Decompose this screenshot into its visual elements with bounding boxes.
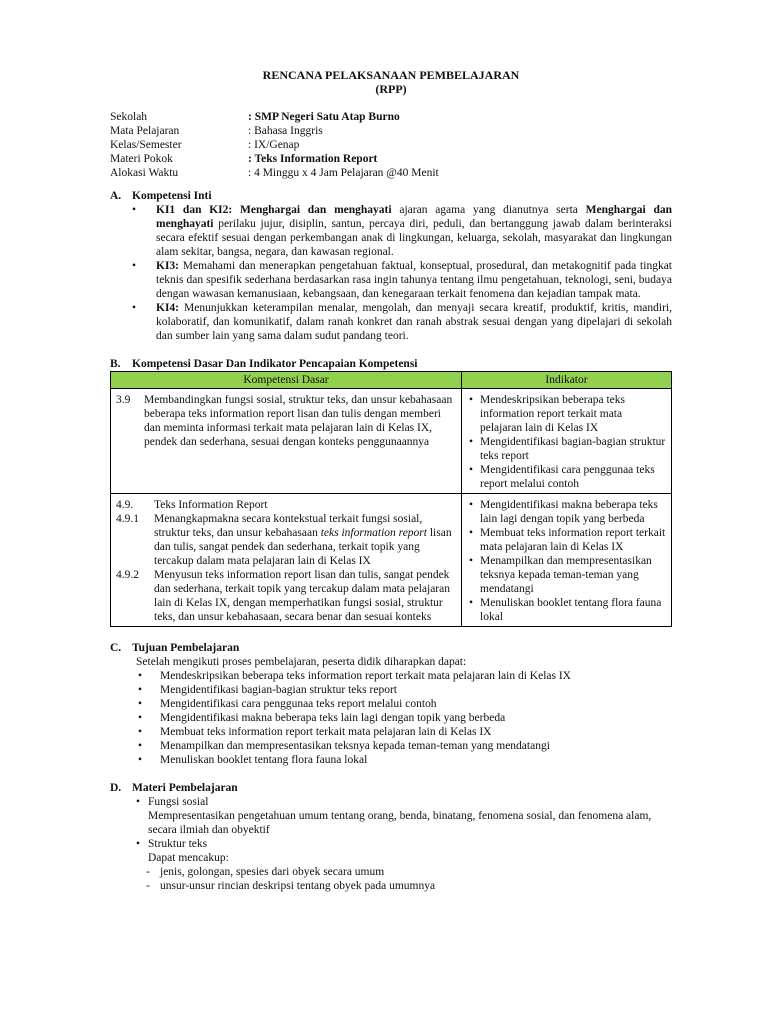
identity-block: [110, 110, 672, 180]
list-item: - jenis, golongan, spesies dari obyek secara umum: [146, 866, 385, 878]
section-heading: A. Kompetensi Inti: [110, 190, 212, 202]
list-item: • Mengidentifikasi makna beberapa teks lain lagi dengan topik yang berbeda: [138, 712, 506, 724]
table-row: 4.9. Teks Information Report 4.9.1 Menangkapmakna secara kontekstual terkait fungsi sosial, struktur teks, dan unsur kebahasaan teks information report lisan dan tulis, sangat pendek dan sederhana, terkait topik yang tercakup dalam mata pelajaran lain di Kelas IX 4.9.2 Menyusun teks information report lisan dan tulis, sangat pendek dan sederhana, terkait topik yang tercakup dalam mata pelajaran lain di Kelas IX, dengan memperhatikan fungsi sosial, struktur teks, dan unsur kebahasaan, secara benar dan sesuai konteks • Mengidentifikasi makna beberapa teks lain lagi dengan topik yang berbeda • Membuat teks information report terkait mata pelajaran lain di Kelas IX • Menampilkan dan mempresentasikan teksnya kepada teman-teman yang mendatangi • Menuliskan booklet tentang flora fauna lokal: [111, 494, 672, 627]
list-item: • Mengidentifikasi cara penggunaa teks report melalui contoh: [138, 698, 437, 710]
indicator-item: • Menuliskan booklet tentang flora fauna lokal: [467, 596, 666, 624]
table-header-kd: Kompetensi Dasar: [111, 372, 462, 389]
indicator-item: • Mengidentifikasi makna beberapa teks lain lagi dengan topik yang berbeda: [467, 498, 666, 526]
list-item: • Mendeskripsikan beberapa teks information report terkait mata pelajaran lain di Kelas IX: [138, 670, 571, 682]
ki-item: • KI4: Menunjukkan keterampilan menalar, mengolah, dan menyaji secara kreatif, produktif, kritis, mandiri, kolaboratif, dan komunikatif, dalam ranah konkret dan ranah abstrak sesuai dengan yang dipelajari di sekolah dan sumber lain yang sama dalam sudut pandang teori.: [132, 302, 672, 342]
kd-table: [110, 371, 672, 627]
identity-row-school: [110, 110, 672, 124]
section-heading: D. Materi Pembelajaran: [110, 782, 238, 794]
section-heading: C. Tujuan Pembelajaran: [110, 642, 240, 654]
identity-value: : SMP Negeri Satu Atap Burno: [248, 111, 400, 123]
indicator-item: • Menampilkan dan mempresentasikan teksnya kepada teman-teman yang mendatangi: [467, 554, 666, 596]
list-item: • Struktur teks: [136, 838, 208, 850]
document-title: [110, 68, 672, 96]
indicator-item: • Mengidentifikasi cara penggunaa teks report melalui contoh: [467, 463, 666, 491]
list-item: • Mengidentifikasi bagian-bagian struktur teks report: [138, 684, 397, 696]
identity-value: : Teks Information Report: [248, 153, 378, 165]
title-line-1: RENCANA PELAKSANAAN PEMBELAJARAN: [262, 68, 520, 82]
tujuan-intro: Setelah mengikuti proses pembelajaran, peserta didik diharapkan dapat:: [136, 656, 467, 668]
table-row: 3.9 Membandingkan fungsi sosial, struktur teks, dan unsur kebahasaan beberapa teks information report lisan dan tulis dengan memberi dan meminta informasi terkait mata pelajaran lain di Kelas IX, pendek dan sederhana, sesuai dengan konteks penggunaannya • Mendeskripsikan beberapa teks information report terkait mata pelajaran lain di Kelas IX • Mengidentifikasi bagian-bagian struktur teks report • Mengidentifikasi cara penggunaa teks report melalui contoh: [111, 389, 672, 494]
materi-text: Mempresentasikan pengetahuan umum tentang orang, benda, binatang, fenomena sosial, dan fenomena alam, secara ilmiah dan obyektif: [148, 810, 652, 836]
identity-label: Materi Pokok: [110, 153, 173, 165]
identity-label: Kelas/Semester: [110, 139, 182, 151]
table-header-indikator: Indikator: [462, 372, 672, 389]
section-materi: [110, 781, 672, 893]
list-item: • Menampilkan dan mempresentasikan teksnya kepada teman-teman yang mendatangi: [138, 740, 550, 752]
section-kompetensi-dasar: [110, 357, 672, 627]
section-tujuan: [110, 641, 672, 767]
indicator-item: • Membuat teks information report terkait mata pelajaran lain di Kelas IX: [467, 526, 666, 554]
kd-text: Teks Information Report: [154, 499, 268, 511]
materi-text: Dapat mencakup:: [148, 852, 229, 864]
list-item: • Membuat teks information report terkait mata pelajaran lain di Kelas IX: [138, 726, 492, 738]
identity-value: : Bahasa Inggris: [248, 125, 323, 137]
list-item: - unsur-unsur rincian deskripsi tentang obyek pada umumnya: [146, 880, 436, 892]
kd-text: Menangkapmakna secara kontekstual terkait fungsi sosial, struktur teks, dan unsur kebahasaan teks information report lisan dan tulis, sangat pendek dan sederhana, terkait topik yang tercakup dalam mata pelajaran lain di Kelas IX: [154, 513, 452, 567]
document-page: [110, 68, 672, 893]
list-item: • Menuliskan booklet tentang flora fauna lokal: [138, 754, 368, 766]
identity-value: : 4 Minggu x 4 Jam Pelajaran @40 Menit: [248, 167, 439, 179]
identity-row-time: [110, 166, 672, 180]
section-heading: B. Kompetensi Dasar Dan Indikator Pencapaian Kompetensi: [110, 358, 418, 370]
section-kompetensi-inti: [110, 189, 672, 343]
identity-label: Sekolah: [110, 111, 148, 123]
kd-text: Menyusun teks information report lisan dan tulis, sangat pendek dan sederhana, terkait topik yang tercakup dalam mata pelajaran lain di Kelas IX, dengan memperhatikan fungsi sosial, struktur teks, dan unsur kebahasaan, secara benar dan sesuai konteks: [154, 569, 450, 623]
kd-text: Membandingkan fungsi sosial, struktur teks, dan unsur kebahasaan beberapa teks information report lisan dan tulis dengan memberi dan meminta informasi terkait mata pelajaran lain di Kelas IX, pendek dan sederhana, sesuai dengan konteks penggunaannya: [144, 394, 453, 448]
identity-label: Alokasi Waktu: [110, 167, 179, 179]
title-line-2: (RPP): [375, 82, 407, 96]
identity-label: Mata Pelajaran: [110, 125, 180, 137]
list-item: • Fungsi sosial: [136, 796, 209, 808]
identity-value: : IX/Genap: [248, 139, 300, 151]
indicator-item: • Mengidentifikasi bagian-bagian struktur teks report: [467, 435, 666, 463]
identity-row-topic: [110, 152, 672, 166]
ki-item: • KI3: Memahami dan menerapkan pengetahuan faktual, konseptual, prosedural, dan metakognitif pada tingkat teknis dan spesifik sederhana berdasarkan rasa ingin tahunya tentang ilmu pengetahuan, teknologi, seni, budaya dengan wawasan kemanusiaan, kebangsaan, dan kenegaraan terkait fenomena dan kejadian tampak mata.: [132, 260, 672, 300]
ki-item: • KI1 dan KI2: Menghargai dan menghayati ajaran agama yang dianutnya serta Menghargai dan menghayati perilaku jujur, disiplin, santun, percaya diri, peduli, dan bertanggung jawab dalam berinteraksi secara efektif sesuai dengan perkembangan anak di lingkungan, keluarga, sekolah, masyarakat dan lingkungan alam sekitar, bangsa, negara, dan kawasan regional.: [132, 204, 672, 258]
indicator-item: • Mendeskripsikan beberapa teks information report terkait mata pelajaran lain di Kelas IX: [467, 393, 666, 435]
identity-row-subject: [110, 124, 672, 138]
identity-row-class: [110, 138, 672, 152]
